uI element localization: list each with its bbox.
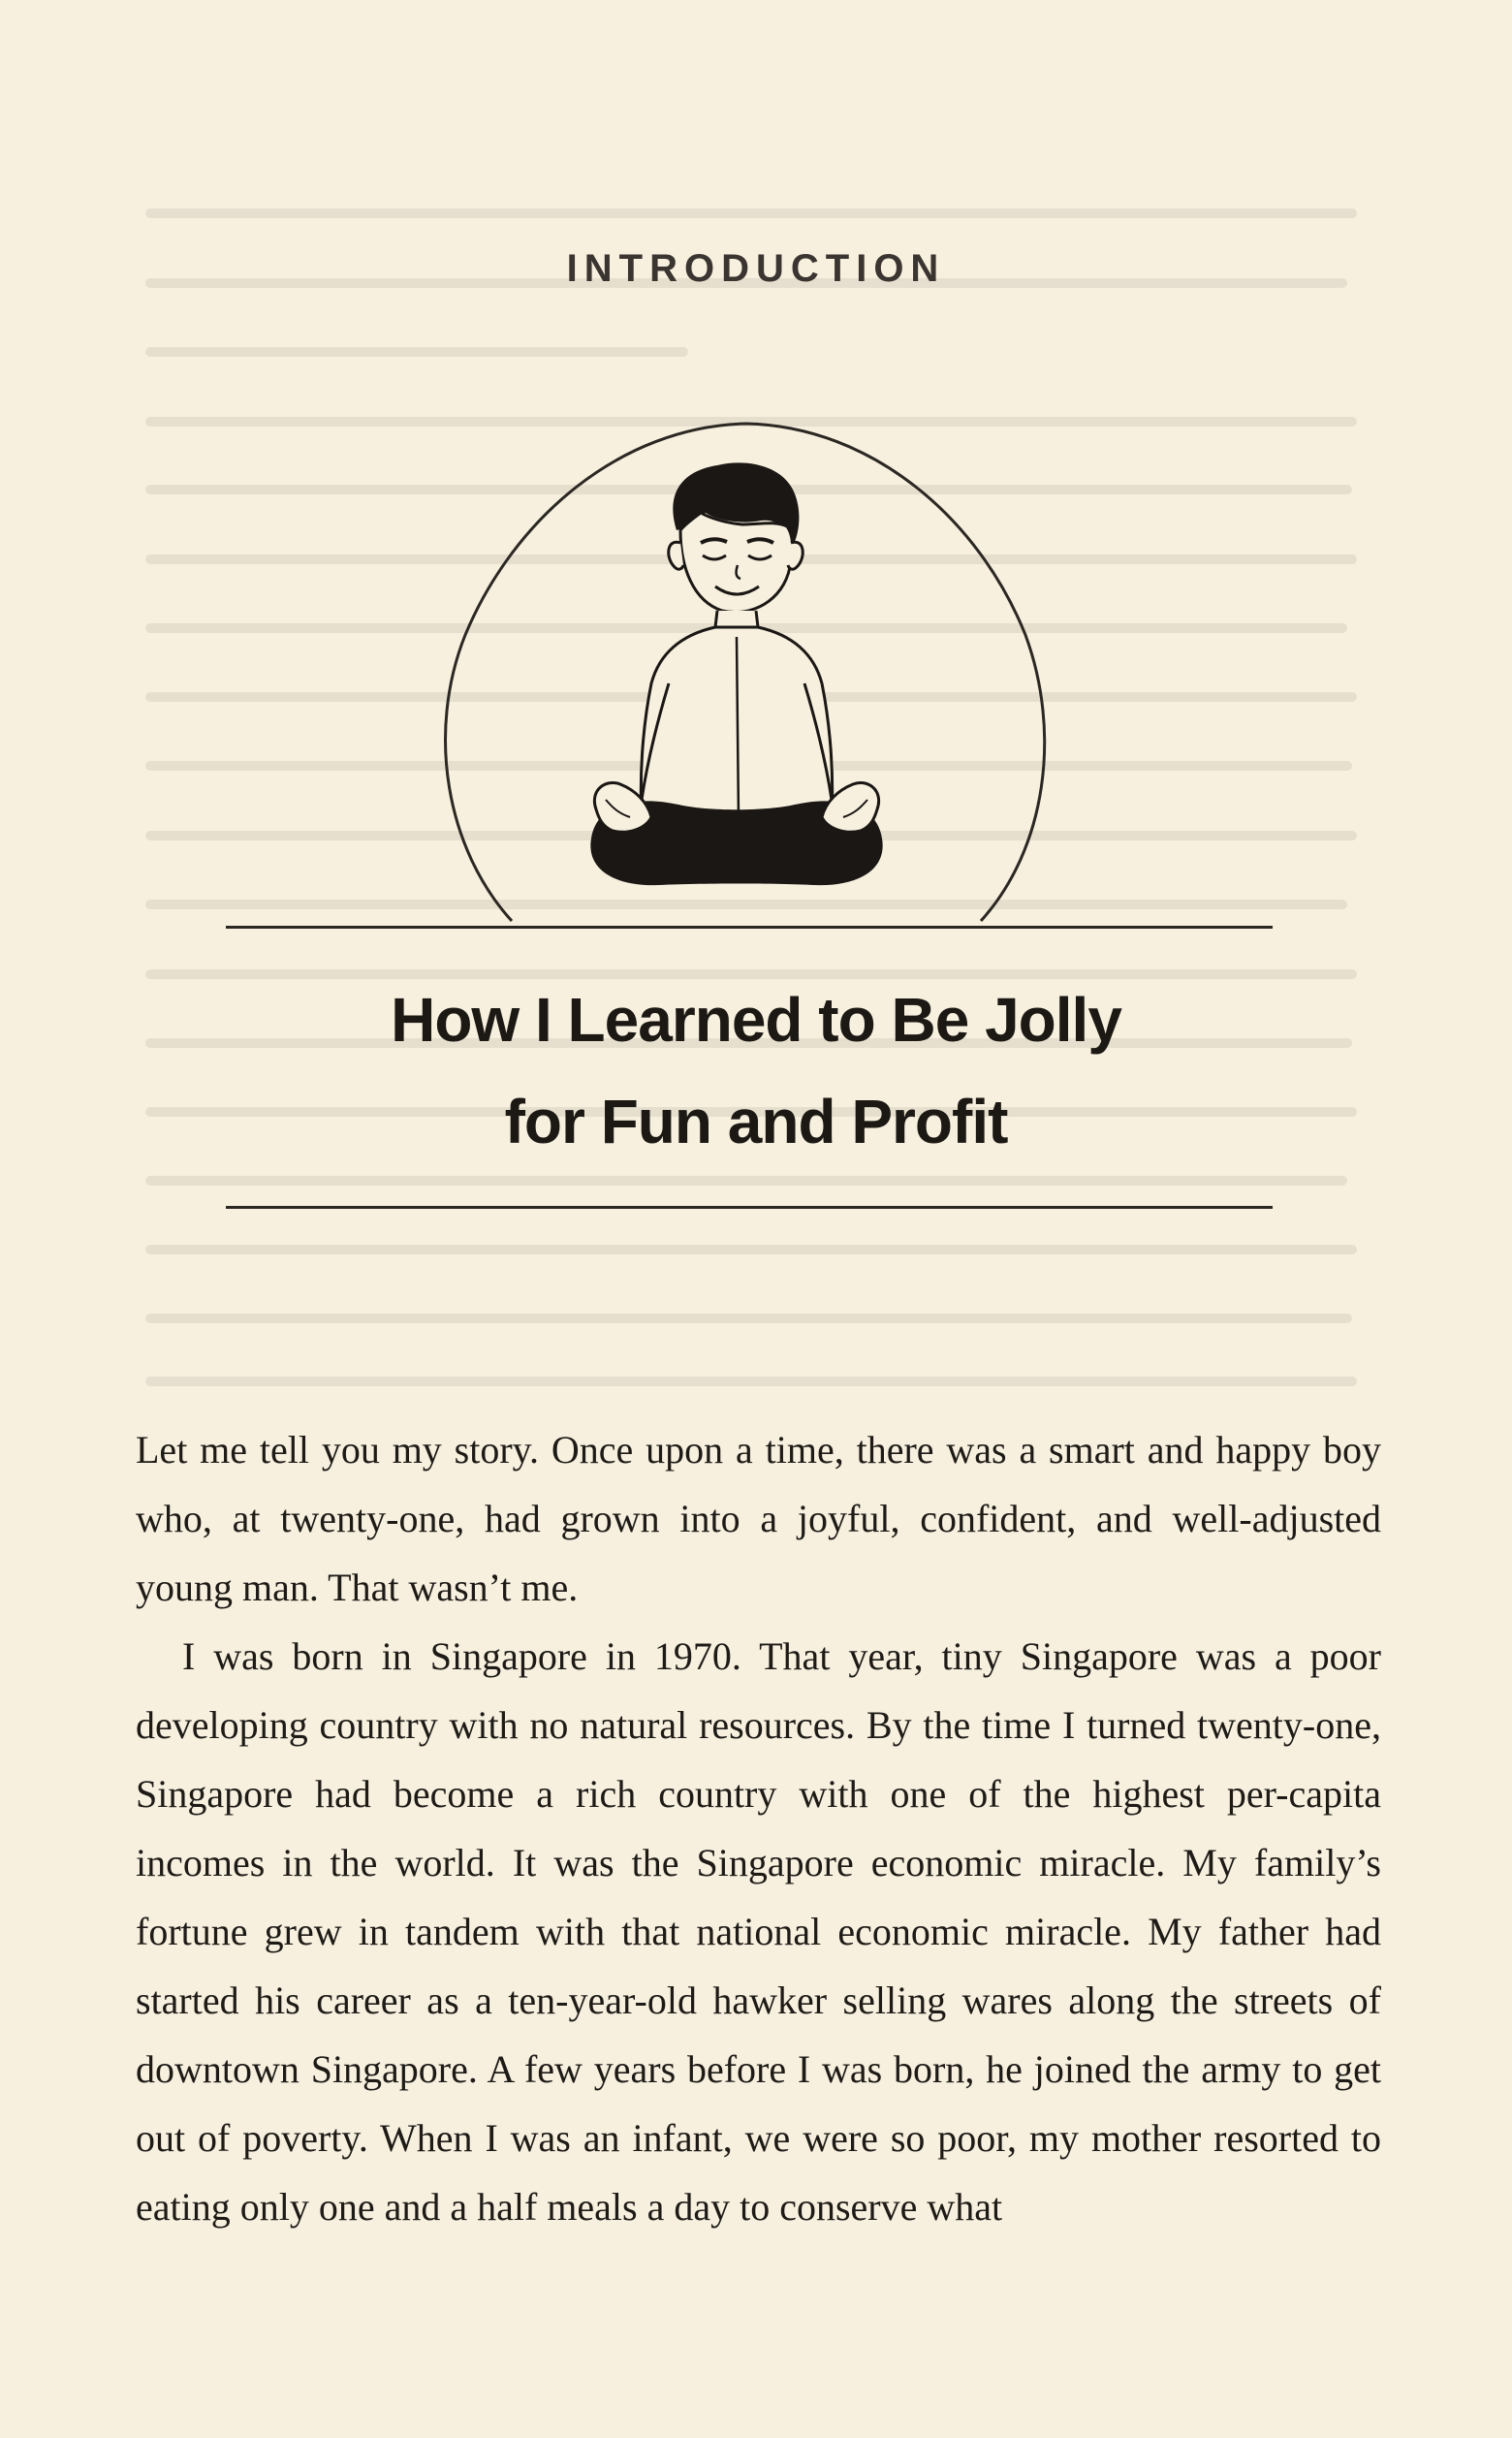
chapter-title-line-1: How I Learned to Be Jolly xyxy=(391,985,1121,1055)
chapter-title-line-2: for Fun and Profit xyxy=(504,1087,1008,1156)
paragraph: Let me tell you my story. Once upon a time, there was a smart and happy boy who, at twenty-one, had grown into a joyful, confident, and well-adjusted young man. That wasn’t me. xyxy=(136,1428,1381,1609)
title-rule-bottom xyxy=(226,1206,1273,1209)
meditating-man-icon xyxy=(426,412,1066,935)
chapter-label: INTRODUCTION xyxy=(566,247,946,290)
paragraph: I was born in Singapore in 1970. That year, tiny Singapore was a poor developing country with no natural resources. By the time I turned twenty-one, Singapore had become a rich country with one of the highest per-capita incomes in the world. It was the Singapore economic miracle. My family’s fortune grew in tandem with that national economic miracle. My father had started his career as a ten-year-old hawker selling wares along the streets of downtown Singapore. A few years before I was born, he joined the army to get out of poverty. When I was an infant, we were so poor, my mother resorted to eating only one and a half meals a day to conserve what xyxy=(136,1634,1381,2229)
title-rule-top xyxy=(226,926,1273,929)
body-text xyxy=(136,1415,1381,2241)
